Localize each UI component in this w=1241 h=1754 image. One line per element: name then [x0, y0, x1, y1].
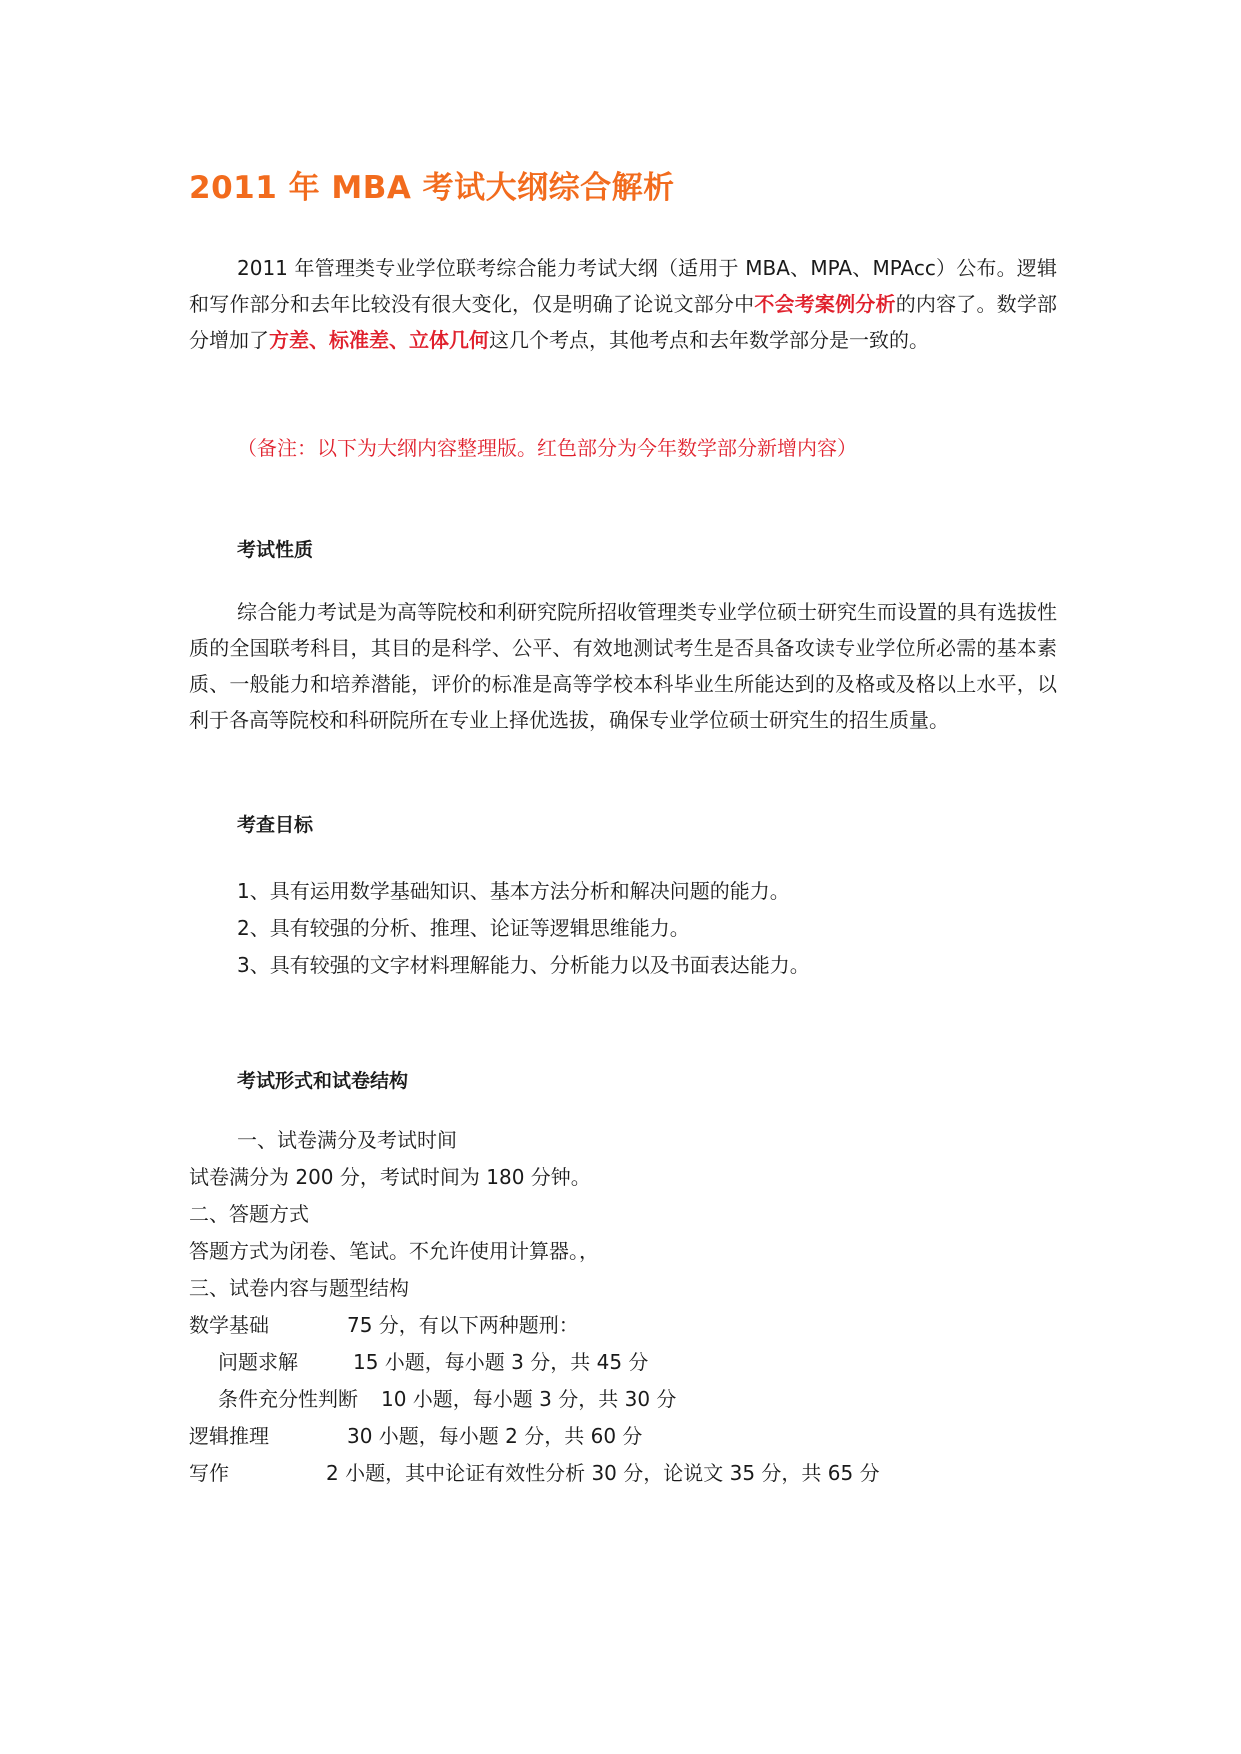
intro-text-part1: 2011 年管理类专业学位联考综合能力考试大纲（适用于 MBA、MPA、MPAcc）公布。逻辑和写作部分和去年比较没有很大变化，仅是明确了论说文部分中	[189, 256, 1057, 316]
nature-paragraph	[189, 594, 1057, 738]
section-heading-nature: 考试性质	[237, 539, 314, 561]
remark-note: （备注：以下为大纲内容整理版。红色部分为今年数学部分新增内容）	[237, 436, 857, 460]
section-heading-format: 考试形式和试卷结构	[237, 1070, 409, 1092]
structure-detail: 75 分，有以下两种题刑：	[347, 1313, 579, 1337]
goal-item-1: 1、具有运用数学基础知识、基本方法分析和解决问题的能力。	[237, 879, 790, 903]
structure-label: 数学基础	[189, 1313, 269, 1337]
structure-label: 条件充分性判断	[218, 1387, 358, 1411]
structure-label: 写作	[189, 1461, 229, 1485]
structure-detail: 30 小题，每小题 2 分，共 60 分	[347, 1424, 643, 1448]
goal-item-2: 2、具有较强的分析、推理、论证等逻辑思维能力。	[237, 916, 690, 940]
intro-highlight-no-case-analysis: 不会考案例分析	[754, 292, 896, 316]
format-sub2-body: 答题方式为闭卷、笔试。不允许使用计算器。，	[189, 1239, 599, 1263]
intro-paragraph	[189, 250, 1057, 358]
structure-detail: 10 小题，每小题 3 分，共 30 分	[381, 1387, 677, 1411]
structure-label: 逻辑推理	[189, 1424, 269, 1448]
structure-detail: 2 小题，其中论证有效性分析 30 分，论说文 35 分，共 65 分	[326, 1461, 880, 1485]
goal-item-3: 3、具有较强的文字材料理解能力、分析能力以及书面表达能力。	[237, 953, 810, 977]
intro-text-part2: 的内容了。数学部分增加了	[189, 292, 1058, 352]
format-sub3-heading: 三、试卷内容与题型结构	[189, 1276, 409, 1300]
format-sub1-body: 试卷满分为 200 分，考试时间为 180 分钟。	[189, 1165, 591, 1189]
section-heading-goals: 考查目标	[237, 814, 314, 836]
structure-label: 问题求解	[218, 1350, 298, 1374]
nature-text: 综合能力考试是为高等院校和利研究院所招收管理类专业学位硕士研究生而设置的具有选拔性质的全国联考科目，其目的是科学、公平、有效地测试考生是否具备攻读专业学位所必需的基本素质、一般能力和培养潜能，评价的标准是高等学校本科毕业生所能达到的及格或及格以上水平，以利于各高等院校和科研院所在专业上择优选拔，确保专业学位硕士研究生的招生质量。	[189, 600, 1057, 732]
intro-highlight-new-math-topics: 方差、标准差、立体几何	[269, 328, 489, 352]
format-sub1-heading: 一、试卷满分及考试时间	[237, 1128, 457, 1152]
intro-text-part3: 这几个考点，其他考点和去年数学部分是一致的。	[489, 328, 929, 352]
document-title: 2011 年 MBA 考试大纲综合解析	[189, 170, 675, 206]
structure-detail: 15 小题，每小题 3 分，共 45 分	[353, 1350, 649, 1374]
format-sub2-heading: 二、答题方式	[189, 1202, 309, 1226]
